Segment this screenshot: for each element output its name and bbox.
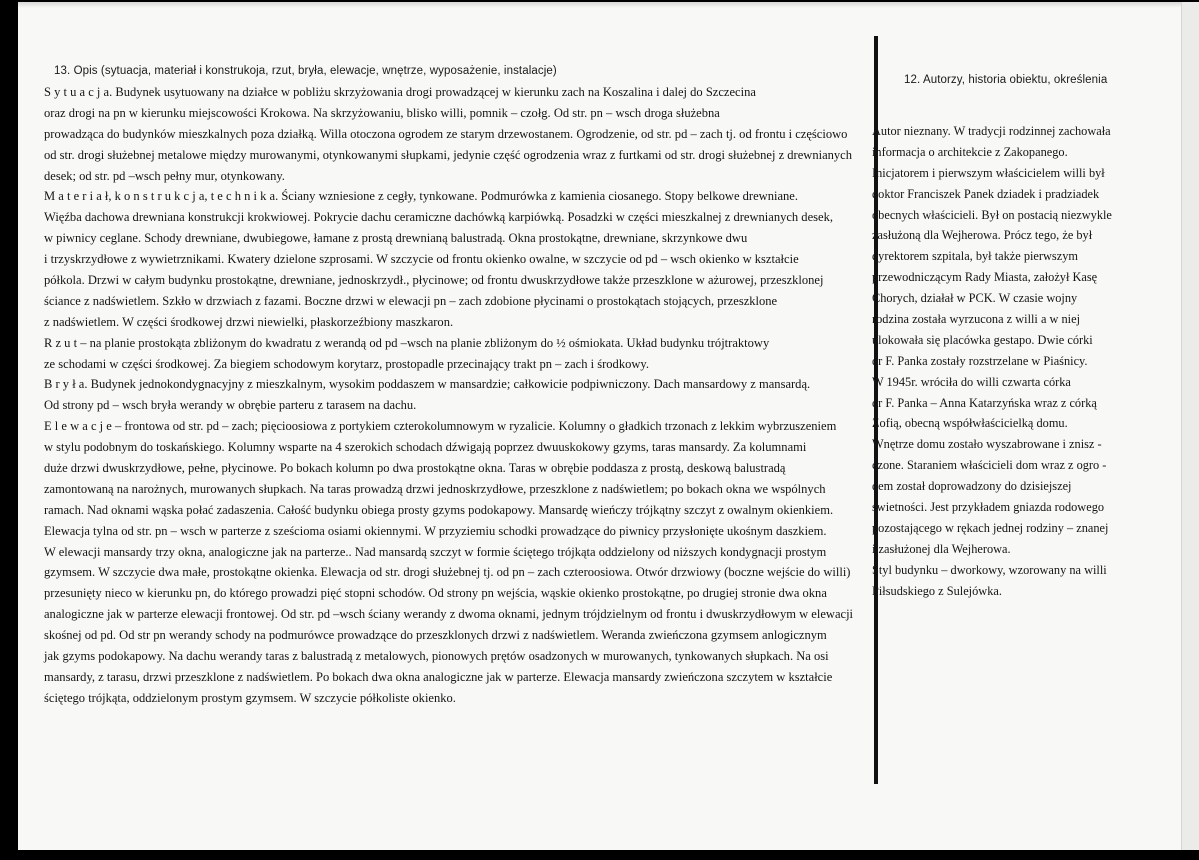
section-13-text-line: skośnej od pd. Od str pn werandy schody na podmurówce prowadzące do przeszklonych drzwi z nadświetlem. Weranda zwieńczona gzymsem anlogicznym [44,628,827,643]
section-12-text-line: czone. Staraniem właścicieli dom wraz z ogro - [872,458,1107,473]
section-12-text-line: pozostającego w rękach jednej rodziny – znanej [872,520,1109,535]
section-12-text-line: obecnych właścicieli. Był on postacią niezwykle [872,207,1112,222]
section-13-text-line: przesunięty nieco w kierunku pn, do którego prowadzi pięć stopni schodów. Od strony pn wejścia, wąskie okienko prostokątne, po drugiej stronie dwa okna [44,586,827,601]
section-13-text-line: gzymsem. W szczycie dwa małe, prostokątne okienka. Elewacja od str. drogi służebnej tj. od pn – zach czteroosiowa. Otwór drzwiowy (boczne wejście do willi) [44,565,851,580]
page-right-margin-strip [1181,2,1199,850]
section-13-text-line: desek; od str. pd –wsch pełny mur, otynkowany. [44,168,285,183]
section-13-text-line: ze schodami w części środkowej. Za biegiem schodowym korytarz, prostopadle przecinający trakt pn – zach i środkowy. [44,356,649,371]
section-12-text-line: rodzina została wyrzucona z willi a w niej [872,312,1081,327]
section-13-text-line: prowadząca do budynków mieszkalnych poza działką. Willa otoczona ogrodem ze starym drzewostanem. Ogrodzenie, od str. pd – zach tj. od frontu i częściowo [44,126,848,141]
section-13-text-line: od str. drogi służebnej metalowe między murowanymi, otynkowanymi słupkami, jedynie część ogrodzenia wraz z furtkami od str. drogi służebnej z drewnianych [44,147,853,162]
section-12-text-line: dyrektorem szpitala, był także pierwszym [872,249,1078,264]
section-13-text-line: S y t u a c j a. Budynek usytuowany na działce w pobliżu skrzyżowania drogi prowadzącej w kierunku zach na Koszalina i dalej do Szczecina [44,85,756,99]
section-12-text-line: W 1945r. wróciła do willi czwarta córka [872,374,1071,389]
page-edge-shadow [18,2,1199,8]
section-13-text-line: Elewacja tylna od str. pn – wsch w parterze z sześcioma osiami okiennymi. W przyziemiu schodki prowadzące do piwnicy przysłonięte ukośnym daszkiem. [44,523,827,538]
section-13-text-line: M a t e r i a ł, k o n s t r u k c j a, t e c h n i k a. Ściany wzniesione z cegły, tynkowane. Podmurówka z kamienia ciosanego. Stopy belkowe drewniane. [44,189,798,204]
section-13-text-line: i trzyskrzydłowe z wywietrznikami. Kwatery dzielone szprosami. W szczycie od frontu okienko owalne, w szczycie od pd – wsch okienko w kształcie [44,252,799,267]
section-13-text-line: oraz drogi na pn w kierunku miejscowości Krokowa. Na skrzyżowaniu, blisko willi, pomnik – czołg. Od str. pn – wsch droga służebna [44,105,720,120]
section-12-text-line: Zofią, obecną współwłaścicielką domu. [872,416,1068,431]
section-12-text-line: Autor nieznany. W tradycji rodzinnej zachowała [872,124,1111,138]
section-12-text-line: Wnętrze domu zostało wyszabrowane i znisz - [872,437,1102,452]
section-13-text-line: ściance z nadświetlem. Szkło w drzwiach z fazami. Boczne drzwi w elewacji pn – zach zdobione płycinami o prostokątach stojących, przeszklone [44,293,778,308]
section-12-text-line: doktor Franciszek Panek dziadek i pradziadek [872,186,1100,201]
section-12-text-line: dr F. Panka zostały rozstrzelane w Piaśnicy. [872,353,1088,368]
section-13-text-line: B r y ł a. Budynek jednokondygnacyjny z mieszkalnym, wysokim poddaszem w mansardzie; całkowicie podpiwniczony. Dach mansardowy z mansardą. [44,377,811,392]
section-13-text-line: ramach. Nad oknami wąska połać zadaszenia. Całość budynku obiega prosty gzyms podokapowy. Mansardę wieńczy trójkątny szczyt z owalnym okienkiem. [44,502,834,517]
section-12-heading: 12. Autorzy, historia obiektu, określenia [904,74,1108,86]
section-12-text-line: Styl budynku – dworkowy, wzorowany na willi [872,562,1107,577]
section-13-text-line: analogiczne jak w parterze elewacji frontowej. Od str. pd –wsch ściany werandy z dwoma oknami, jednym trójdzielnym od frontu i dwuskrzydłowym w elewacji [44,607,854,622]
section-13-text-line: jak gzyms podokapowy. Na dachu werandy taras z balustradą z metalowych, pionowych prętów osadzonych w murowanych, tynkowanych słupkach. Na osi [44,649,829,664]
section-12-text-line: ulokowała się placówka gestapo. Dwie córki [872,332,1093,347]
section-13-text-line: W elewacji mansardy trzy okna, analogiczne jak na parterze.. Nad mansardą szczyt w formie ściętego trójkąta oddzielony od niższych kondygnacji prostym [44,544,827,559]
section-13-text-line: w piwnicy ceglane. Schody drewniane, dwubiegowe, łamane z prostą drewnianą balustradą. Okna prostokątne, drewniane, skrzynkowe dwu [44,231,748,246]
section-13-text-line: Więźba dachowa drewniana konstrukcji krokwiowej. Pokrycie dachu ceramiczne dachówką karpiówką. Posadzki w części mieszkalnej z drewnianych desek, [44,210,833,225]
section-12-text-line: Chorych, działał w PCK. W czasie wojny [872,291,1078,306]
section-13-text-line: duże drzwi dwuskrzydłowe, pełne, płycinowe. Po bokach kolumn po dwa prostokątne okna. Taras w obrębie poddasza z prostą, deskową balustradą [44,461,786,476]
section-13-text-line: zamontowaną na narożnych, murowanych słupkach. Na taras prowadzą drzwi jednoskrzydłowe, przeszklone z nadświetlem; po bokach okna we wspólnych [44,481,826,496]
section-13-heading: 13. Opis (sytuacja, materiał i konstrukoja, rzut, bryła, elewacje, wnętrze, wyposażenie, instalacje) [54,65,557,77]
section-12-text-line: dem został doprowadzony do dzisiejszej [872,479,1072,494]
section-12-text-line: zasłużoną dla Wejherowa. Prócz tego, że był [872,228,1093,243]
section-12-body [872,121,1172,601]
section-13-text-line: mansardy, z tarasu, drzwi przeszklone z nadświetlem. Po bokach dwa okna analogiczne jak w parterze. Elewacja mansardy zwieńczona szczytem w kształcie [44,669,833,684]
document-page [18,2,1199,850]
section-13-text-line: w stylu podobnym do toskańskiego. Kolumny wsparte na 4 szerokich schodach dźwigają poprzez dwuuskokowy gzyms, taras mansardy. Za kolumnami [44,440,807,455]
section-12-text-line: Inicjatorem i pierwszym właścicielem willi był [872,165,1105,180]
section-12-text-line: przewodniczącym Rady Miasta, założył Kasę [872,270,1098,285]
section-13-text-line: półkola. Drzwi w całym budynku prostokątne, drewniane, jednoskrzydł., płycinowe; od frontu dwuskrzydłowe także przeszklone w ażurowej, przeszklonej [44,273,824,288]
section-13-text-line: R z u t – na planie prostokąta zbliżonym do kwadratu z werandą od pd –wsch na planie zbliżonym do ½ ośmiokata. Układ budynku trójtraktowy [44,335,770,350]
section-13-text-line: Od strony pd – wsch bryła werandy w obrębie parteru z tarasem na dachu. [44,398,417,413]
section-13-text-line: z nadświetlem. W części środkowej drzwi niewielki, płaskorzeźbiony maszkaron. [44,314,454,329]
section-13-text-line: E l e w a c j e – frontowa od str. pd – zach; pięcioosiowa z portykiem czterokolumnowym w ryzalicie. Kolumny o gładkich trzonach z lekkim wybrzuszeniem [44,419,837,434]
section-12-text-line: świetności. Jest przykładem gniazda rodowego [872,500,1105,515]
section-12-text-line: informacja o architekcie z Zakopanego. [872,144,1068,159]
section-12-text-line: Piłsudskiego z Sulejówka. [872,583,1002,598]
section-13-body [44,82,874,709]
section-13-text-line: ściętego trójkąta, oddzielonym prostym gzymsem. W szczycie półkoliste okienko. [44,690,456,705]
section-12-text-line: dr F. Panka – Anna Katarzyńska wraz z córką [872,395,1097,410]
section-12-text-line: i zasłużonej dla Wejherowa. [872,541,1011,556]
